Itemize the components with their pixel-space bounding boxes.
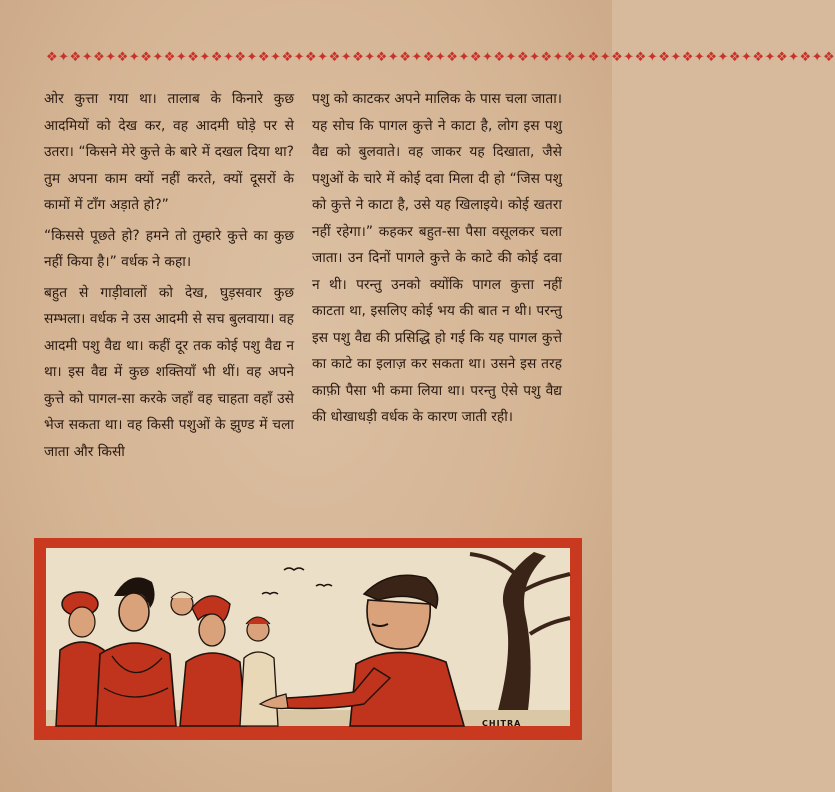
left-paragraph-2: “किससे पूछते हो? हमने तो तुम्हारे कुत्ते का कुछ नहीं किया है।” वर्धक ने कहा। — [44, 227, 294, 270]
man-robe — [180, 653, 246, 726]
man-robe — [240, 652, 278, 726]
story-illustration — [34, 538, 582, 740]
man-face — [69, 607, 95, 637]
left-column — [44, 86, 294, 465]
man-face — [199, 614, 225, 646]
decorative-border-strip: ❖✦❖✦❖✦❖✦❖✦❖✦❖✦❖✦❖✦❖✦❖✦❖✦❖✦❖✦❖✦❖✦❖✦❖✦❖✦❖✦❖✦❖✦❖✦❖✦❖✦❖✦❖✦❖✦❖✦❖✦❖✦❖✦❖✦❖ — [46, 50, 835, 65]
hero-face — [119, 593, 149, 631]
artist-signature: CHITRA — [482, 719, 522, 728]
left-paragraph-3: बहुत से गाड़ीवालों को देख, घुड़सवार कुछ सम्भला। वर्धक ने उस आदमी से सच बुलवाया। वह आदमी पशु वैद्य था। कहीं दूर तक कोई पशु वैद्य न था। इस वैद्य में कुछ शक्तियाँ भी थीं। वह अपने कुत्ते को पागल-सा करके जहाँ वह चाहता वहाँ उसे भेज सकता था। वह किसी पशुओं के झुण्ड में चला जाता और किसी — [44, 284, 294, 460]
hero-robe — [96, 643, 176, 726]
illustration-drawing — [34, 538, 582, 740]
right-paragraph-1: पशु को काटकर अपने मालिक के पास चला जाता। यह सोच कि पागल कुत्ते ने काटा है, लोग इस पशु वैद्य को बुलवाते। वह जाकर यह दिखाता, जैसे पशुओं के चारे में कोई दवा मिला दी हो “जिस पशु को कुत्ते ने काटा है, उसे यह खिलाइये। कोई खतरा नहीं रहेगा।” कहकर बहुत-सा पैसा वसूलकर चला जाता। उन दिनों पागले कुत्ते के काटे की कोई दवा न थी। परन्तु उनको क्योंकि पागल कुत्ता नहीं काटता था, इसलिए कोई भय की बात न थी। परन्तु इस पशु वैद्य की प्रसिद्धि हो गई कि यह पागल कुत्ते का काटे का इलाज़ कर सकता था। उसने इस तरह काफ़ी पैसा भी कमा लिया था। परन्तु ऐसे पशु वैद्य की धोखाधड़ी वर्धक के कारण जाती रही। — [312, 91, 562, 425]
left-paragraph-1: ओर कुत्ता गया था। तालाब के किनारे कुछ आदमियों को देख कर, वह आदमी घोड़े पर से उतरा। “किसने मेरे कुत्ते के बारे में दखल दिया था? तुम अपना काम क्यों नहीं करते, क्यों दूसरों के कामों में टाँग अड़ाते हो?” — [44, 91, 294, 213]
right-column — [312, 86, 562, 431]
